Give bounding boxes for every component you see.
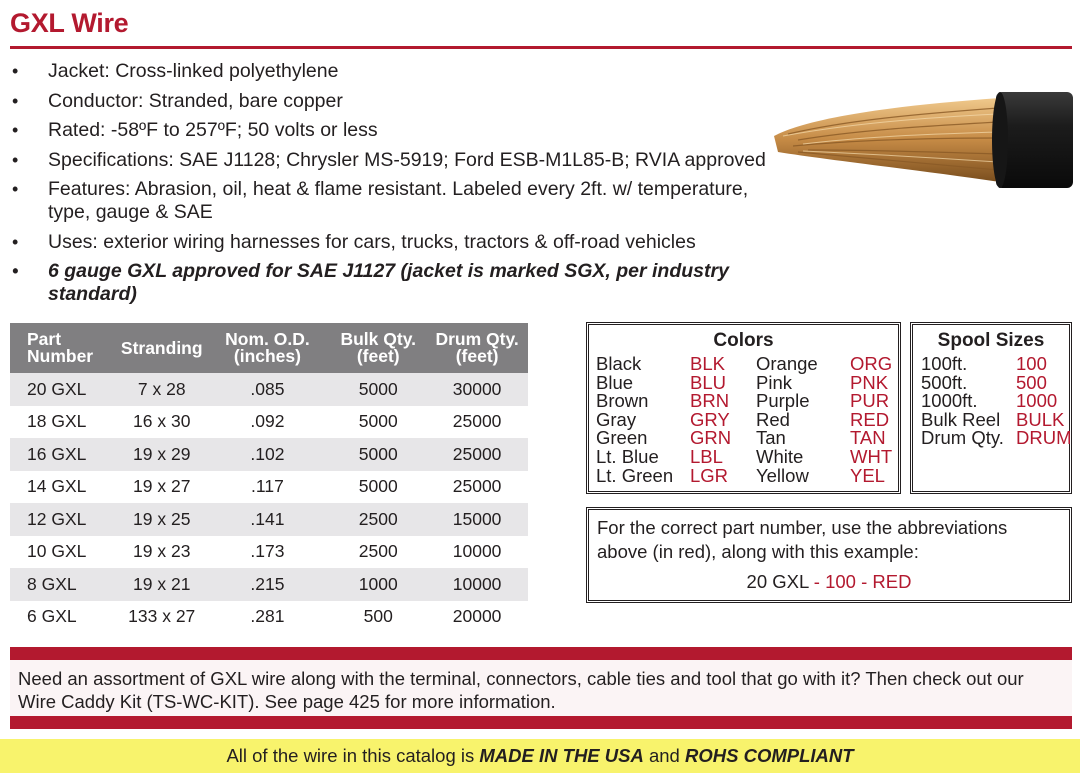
table-cell: 10000 <box>426 568 528 601</box>
color-name: Yellow <box>756 464 809 486</box>
usa-prefix: All of the wire in this catalog is <box>226 745 480 766</box>
table-cell: 8 GXL <box>10 568 119 601</box>
list-item: • Uses: exterior wiring harnesses for cars, trucks, tractors & off-road vehicles <box>12 231 772 254</box>
color-name: Green <box>596 427 648 449</box>
table-cell: 19 x 21 <box>119 568 205 601</box>
colors-box <box>586 322 901 494</box>
table-cell: 7 x 28 <box>119 373 205 406</box>
list-item: • Jacket: Cross-linked polyethylene <box>12 60 772 83</box>
table-row <box>10 503 528 536</box>
table-cell: .117 <box>205 471 331 504</box>
table-cell: 20000 <box>426 601 528 634</box>
color-abbr: WHT <box>850 445 893 467</box>
table-cell: 25000 <box>426 406 528 439</box>
spool-name: 500ft. <box>921 371 968 393</box>
color-abbr: RED <box>850 408 890 430</box>
colors-list <box>596 355 900 485</box>
table-row <box>10 373 528 406</box>
example-spool: 100 <box>825 571 856 592</box>
info-band-bottom <box>10 716 1072 729</box>
color-abbr: ORG <box>850 353 893 374</box>
color-abbr: BRN <box>690 390 730 412</box>
list-item: • Rated: -58ºF to 257ºF; 50 volts or less <box>12 119 772 142</box>
table-cell: 5000 <box>330 373 426 406</box>
color-name: Red <box>756 408 790 430</box>
spool-abbr: 1000 <box>1016 390 1058 412</box>
part-number-table <box>10 323 528 633</box>
table-cell: 19 x 23 <box>119 536 205 569</box>
table-cell: 20 GXL <box>10 373 119 406</box>
table-row <box>10 568 528 601</box>
list-item: • Conductor: Stranded, bare copper <box>12 90 772 113</box>
table-cell: 19 x 29 <box>119 438 205 471</box>
title-divider <box>10 46 1072 49</box>
color-name: Brown <box>596 390 649 412</box>
spool-title: Spool Sizes <box>937 330 1045 351</box>
table-cell: 16 x 30 <box>119 406 205 439</box>
spool-abbr: DRUM <box>1016 427 1072 449</box>
table-cell: .141 <box>205 503 331 536</box>
color-name: Purple <box>756 390 810 412</box>
table-cell: 25000 <box>426 471 528 504</box>
table-cell: 10000 <box>426 536 528 569</box>
table-cell: .085 <box>205 373 331 406</box>
spool-abbr: 100 <box>1016 353 1047 374</box>
col-header-od: Nom. O.D. (inches) <box>205 323 331 373</box>
table-cell: .215 <box>205 568 331 601</box>
spool-abbr: BULK <box>1016 408 1065 430</box>
table-cell: 2500 <box>330 503 426 536</box>
table-cell: 30000 <box>426 373 528 406</box>
color-abbr: LGR <box>690 464 729 486</box>
color-name: Orange <box>756 353 818 374</box>
color-abbr: BLK <box>690 353 725 374</box>
table-cell: 14 GXL <box>10 471 119 504</box>
table-cell: 19 x 25 <box>119 503 205 536</box>
color-name: Pink <box>756 371 792 393</box>
table-cell: .281 <box>205 601 331 634</box>
color-name: White <box>756 445 804 467</box>
example-color: RED <box>872 571 912 592</box>
color-abbr: GRN <box>690 427 732 449</box>
table-cell: 2500 <box>330 536 426 569</box>
color-name: Blue <box>596 371 634 393</box>
col-header-stranding: Stranding <box>119 323 205 373</box>
list-item: • Specifications: SAE J1128; Chrysler MS-5919; Ford ESB-M1L85-B; RVIA approved <box>12 149 772 172</box>
color-abbr: TAN <box>850 427 886 449</box>
table-cell: 12 GXL <box>10 503 119 536</box>
page-title: GXL Wire <box>10 8 129 38</box>
color-name: Lt. Blue <box>596 445 659 467</box>
spool-name: 100ft. <box>921 353 968 374</box>
table-cell: 5000 <box>330 406 426 439</box>
table-cell: .173 <box>205 536 331 569</box>
col-header-bulk-qty: Bulk Qty. (feet) <box>330 323 426 373</box>
table-cell: 10 GXL <box>10 536 119 569</box>
table-row <box>10 471 528 504</box>
table-cell: 15000 <box>426 503 528 536</box>
feature-list <box>12 60 772 313</box>
table-row <box>10 601 528 634</box>
table-cell: 500 <box>330 601 426 634</box>
table-cell: .092 <box>205 406 331 439</box>
spool-sizes-box <box>910 322 1072 494</box>
table-cell: 19 x 27 <box>119 471 205 504</box>
spool-name: 1000ft. <box>921 390 978 412</box>
color-name: Tan <box>756 427 786 449</box>
info-note: Need an assortment of GXL wire along with the terminal, connectors, cable ties and tool that go with it? Then check out our Wire Caddy Kit (TS-WC-KIT). See page 425 for more information. <box>10 660 1072 716</box>
spool-abbr: 500 <box>1016 371 1047 393</box>
table-cell: 25000 <box>426 438 528 471</box>
list-item: • 6 gauge GXL approved for SAE J1127 (jacket is marked SGX, per industry standard) <box>12 260 772 306</box>
spool-list <box>921 355 1071 448</box>
example-instructions: For the correct part number, use the abbreviations above (in red), along with this example: <box>597 517 1008 562</box>
table-header-row <box>10 323 528 373</box>
table-row <box>10 406 528 439</box>
color-abbr: LBL <box>690 445 723 467</box>
table-cell: 5000 <box>330 438 426 471</box>
table-cell: 16 GXL <box>10 438 119 471</box>
info-band-top <box>10 647 1072 660</box>
wire-image <box>768 78 1073 198</box>
example-box <box>586 507 1072 603</box>
table-cell: 1000 <box>330 568 426 601</box>
color-abbr: PNK <box>850 371 889 393</box>
table-cell: 5000 <box>330 471 426 504</box>
example-part-number <box>589 570 1069 594</box>
made-in-usa-banner <box>0 739 1080 773</box>
color-abbr: BLU <box>690 371 726 393</box>
usa-and: and <box>643 745 685 766</box>
colors-title: Colors <box>713 330 774 351</box>
table-cell: 18 GXL <box>10 406 119 439</box>
list-item: • Features: Abrasion, oil, heat & flame resistant. Labeled every 2ft. w/ temperature, type, gauge & SAE <box>12 178 772 224</box>
usa-rohs: ROHS COMPLIANT <box>685 745 854 766</box>
table-row <box>10 536 528 569</box>
table-cell: 6 GXL <box>10 601 119 634</box>
spool-name: Bulk Reel <box>921 408 1001 430</box>
example-separator: - <box>855 571 873 592</box>
color-abbr: PUR <box>850 390 890 412</box>
spool-name: Drum Qty. <box>921 427 1004 449</box>
col-header-part-number: Part Number <box>10 323 119 373</box>
usa-made: MADE IN THE USA <box>479 745 644 766</box>
table-cell: 133 x 27 <box>119 601 205 634</box>
col-header-drum-qty: Drum Qty. (feet) <box>426 323 528 373</box>
color-name: Gray <box>596 408 637 430</box>
color-abbr: GRY <box>690 408 730 430</box>
color-name: Lt. Green <box>596 464 674 486</box>
color-abbr: YEL <box>850 464 885 486</box>
example-part: 20 GXL <box>746 571 809 592</box>
table-cell: .102 <box>205 438 331 471</box>
color-name: Black <box>596 353 642 374</box>
table-row <box>10 438 528 471</box>
example-separator: - <box>808 571 826 592</box>
